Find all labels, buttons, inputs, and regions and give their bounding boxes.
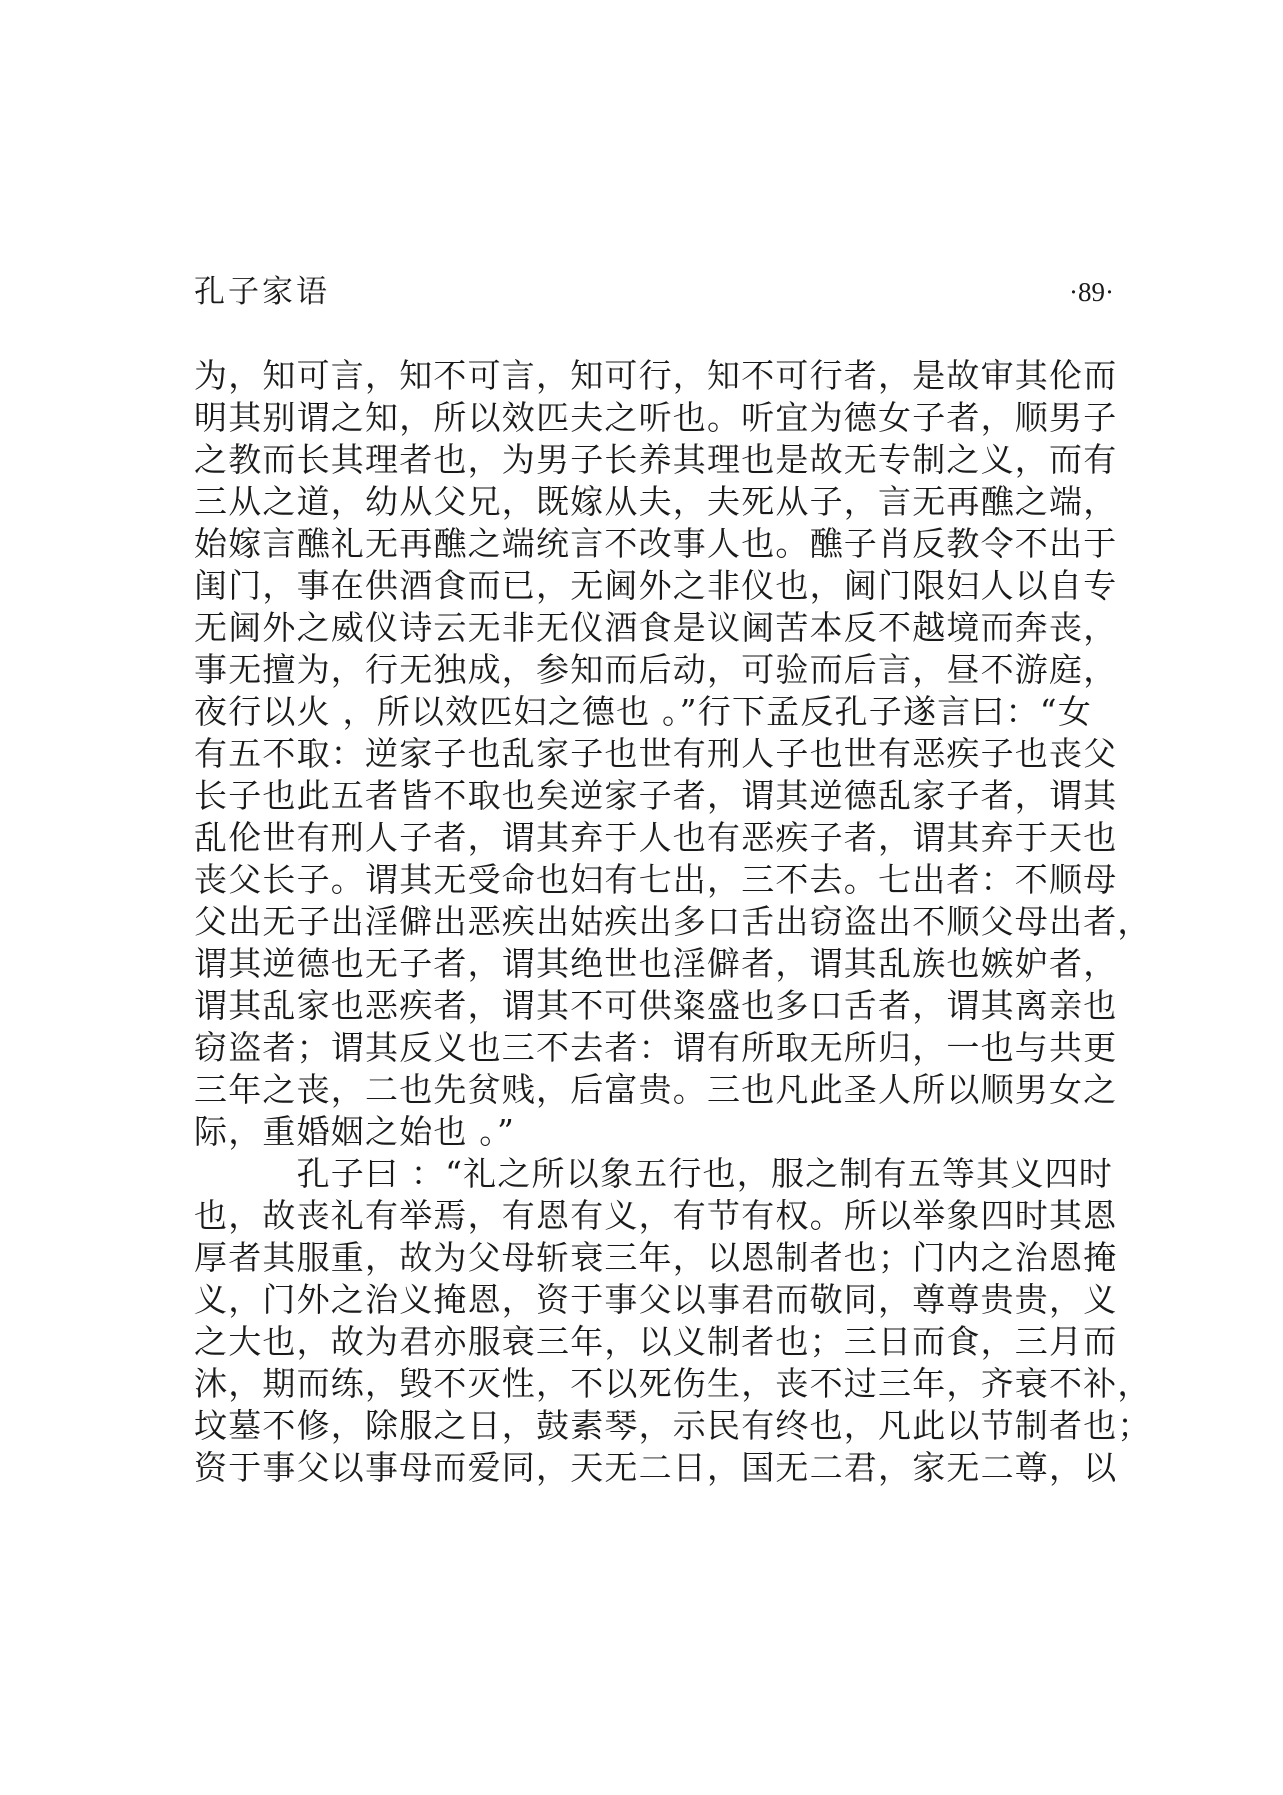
page-number: ·89· <box>1069 277 1114 307</box>
text-line: 三年之丧，二也先贫贱，后富贵。三也凡此圣人所以顺男女之 <box>194 1070 1118 1109</box>
text-line: 资于事父以事母而爱同，天无二日，国无二君，家无二尊，以 <box>194 1448 1118 1487</box>
text-line: 沐，期而练，毁不灭性，不以死伤生，丧不过三年，齐衰不补， <box>194 1364 1152 1403</box>
text-line: 义，门外之治义掩恩，资于事父以事君而敬同，尊尊贵贵，义 <box>194 1280 1118 1319</box>
text-line: 始嫁言醮礼无再醮之端统言不改事人也。醮子肖反教令不出于 <box>194 524 1118 563</box>
text-line: 际，重婚姻之始也 。” <box>194 1112 516 1151</box>
body-text <box>194 355 1152 1489</box>
book-title: 孔子家语 <box>194 274 330 310</box>
text-line: 父出无子出淫僻出恶疾出姑疾出多口舌出窃盗出不顺父母出者， <box>194 902 1152 941</box>
text-line: 夜行以火 ，所以效匹妇之德也 。”行下孟反孔子遂言曰：“女 <box>194 692 1093 731</box>
text-line: 丧父长子。谓其无受命也妇有七出，三不去。七出者：不顺母 <box>194 860 1118 899</box>
text-line: 有五不取：逆家子也乱家子也世有刑人子也世有恶疾子也丧父 <box>194 734 1118 773</box>
text-line: 乱伦世有刑人子者，谓其弃于人也有恶疾子者，谓其弃于天也 <box>194 818 1118 857</box>
text-line: 孔子曰 ：“礼之所以象五行也，服之制有五等其义四时 <box>194 1154 1113 1193</box>
text-line: 窃盗者；谓其反义也三不去者：谓有所取无所归，一也与共更 <box>194 1028 1118 1067</box>
text-line: 明其别谓之知，所以效匹夫之听也。听宜为德女子者，顺男子 <box>194 398 1118 437</box>
text-line: 也，故丧礼有举焉，有恩有义，有节有权。所以举象四时其恩 <box>194 1196 1118 1235</box>
running-header <box>194 270 1114 314</box>
text-line: 之大也，故为君亦服衰三年，以义制者也；三日而食，三月而 <box>194 1322 1118 1361</box>
text-line: 事无擅为，行无独成，参知而后动，可验而后言，昼不游庭， <box>194 650 1118 689</box>
text-line: 坟墓不修，除服之日，鼓素琴，示民有终也，凡此以节制者也； <box>194 1406 1152 1445</box>
text-line: 谓其乱家也恶疾者，谓其不可供粢盛也多口舌者，谓其离亲也 <box>194 986 1118 1025</box>
text-line: 厚者其服重，故为父母斩衰三年，以恩制者也；门内之治恩掩 <box>194 1238 1118 1277</box>
text-line: 无阃外之威仪诗云无非无仪酒食是议阃苦本反不越境而奔丧， <box>194 608 1118 647</box>
text-line: 三从之道，幼从父兄，既嫁从夫，夫死从子，言无再醮之端， <box>194 482 1118 521</box>
text-line: 之教而长其理者也，为男子长养其理也是故无专制之义，而有 <box>194 440 1118 479</box>
text-line: 长子也此五者皆不取也矣逆家子者，谓其逆德乱家子者，谓其 <box>194 776 1118 815</box>
text-line: 闺门，事在供酒食而已，无阃外之非仪也，阃门限妇人以自专 <box>194 566 1118 605</box>
text-line: 为，知可言，知不可言，知可行，知不可行者，是故审其伦而 <box>194 356 1118 395</box>
text-line: 谓其逆德也无子者，谓其绝世也淫僻者，谓其乱族也嫉妒者， <box>194 944 1118 983</box>
